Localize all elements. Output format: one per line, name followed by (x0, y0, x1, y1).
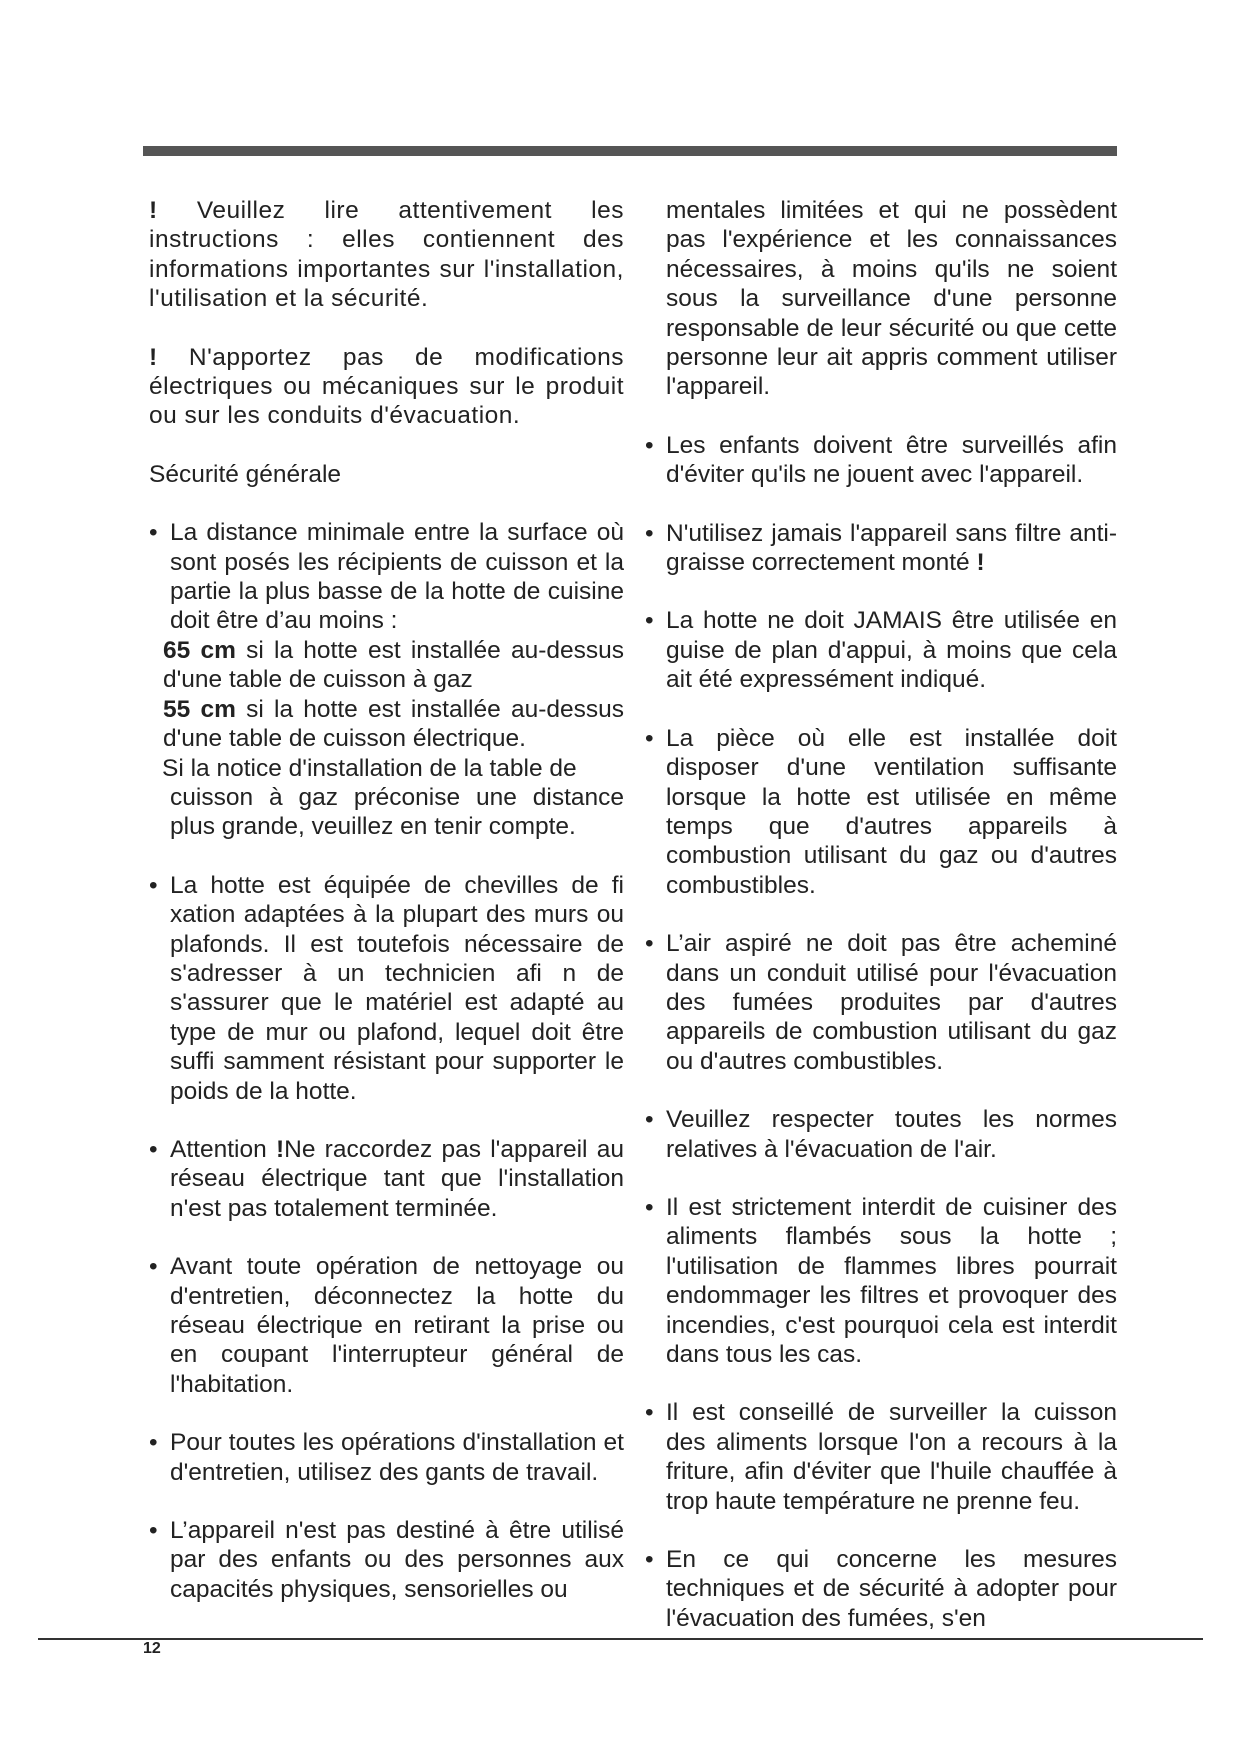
fixings-item: • La hotte est équipée de chevilles de fi xation adaptées à la plupart des murs ou plafonds. Il est toutefois nécessaire de s'adresser à un technicien afi n de s'assurer que le matériel est adapté au type de mur ou plafond, lequel doit être suffi samment résistant pour supporter le poids de la hotte. (149, 871, 624, 1106)
warning-text: Veuillez lire attentivement les instructions : elles contiennent des informations importantes sur l'installation, l'utilisation et la sécurité. (149, 197, 624, 313)
attention-item (149, 1135, 624, 1223)
cleaning-item: • Avant toute opération de nettoyage ou d'entretien, déconnectez la hotte du réseau électrique en retirant la prise ou en coupant l'interrupteur général de l'habitation. (149, 1252, 624, 1399)
distance-note (149, 754, 624, 842)
frying-item: • Il est conseillé de surveiller la cuisson des aliments lorsque l'on a recours à la friture, afin d'éviter que l'huile chauffée à trop haute température ne prenne feu. (645, 1398, 1117, 1516)
warning-text: N'apportez pas de modifications électriques ou mécaniques sur le produit ou sur les conduits d'évacuation. (149, 343, 624, 430)
right-column (645, 196, 1117, 1633)
support-item: • La hotte ne doit JAMAIS être utilisée en guise de plan d'appui, à moins que cela ait été expressément indiqué. (645, 606, 1117, 694)
gloves-item: • Pour toutes les opérations d'installation et d'entretien, utilisez des gants de travail. (149, 1428, 624, 1487)
gas-distance-text: si la hotte est installée au-dessus d'une table de cuisson à gaz (163, 636, 624, 694)
exclamation-icon: ! (275, 1135, 285, 1163)
note-start: Si la notice d'installation de la table de (162, 754, 577, 782)
attention-label: Attention (170, 1135, 267, 1163)
page-number: 12 (143, 1640, 161, 1657)
filter-item (645, 519, 1117, 578)
air-duct-item: • L’air aspiré ne doit pas être acheminé dans un conduit utilisé pour l'évacuation des fumées produites par d'autres appareils de combustion utilisant du gaz ou d'autres combustibles. (645, 929, 1117, 1076)
note-rest: cuisson à gaz préconise une distance plus grande, veuillez en tenir compte. (170, 783, 624, 841)
electric-distance-text: si la hotte est installée au-dessus d'une table de cuisson électrique. (163, 695, 624, 753)
gas-distance (149, 636, 624, 695)
gas-distance-value: 65 cm (163, 636, 236, 664)
electric-distance-value: 55 cm (163, 695, 236, 723)
attention-text: Ne raccordez pas l'appareil au réseau électrique tant que l'installation n'est pas totalement terminée. (170, 1135, 624, 1222)
exclamation-icon: ! (149, 197, 158, 224)
distance-item (149, 518, 624, 841)
children-item: • L’appareil n'est pas destiné à être utilisé par des enfants ou des personnes aux capacités physiques, sensorielles ou (149, 1516, 624, 1604)
electric-distance (149, 695, 624, 754)
footer-rule (38, 1638, 1203, 1640)
measures-item: • En ce qui concerne les mesures techniques et de sécurité à adopter pour l'évacuation des fumées, s'en (645, 1545, 1117, 1633)
warning-read-instructions (149, 196, 624, 314)
distance-intro: • La distance minimale entre la surface où sont posés les récipients de cuisson et la partie la plus basse de la hotte de cuisine doit être d’au moins : (149, 518, 624, 636)
exclamation-icon: ! (976, 549, 985, 577)
exclamation-icon: ! (149, 343, 158, 371)
flambe-item: • Il est strictement interdit de cuisiner des aliments flambés sous la hotte ; l'utilisation de flammes libres pourrait endommager les filtres et provoquer des incendies, c'est pourquoi cela est interdit dans tous les cas. (645, 1193, 1117, 1369)
left-column (149, 196, 624, 1604)
filter-text: N'utilisez jamais l'appareil sans filtre anti-graisse correctement monté (666, 519, 1117, 577)
section-title: Sécurité générale (149, 460, 342, 488)
ventilation-item: • La pièce où elle est installée doit disposer d'une ventilation suffisante lorsque la hotte est utilisée en même temps que d'autres appareils à combustion utilisant du gaz ou d'autres combustibles. (645, 724, 1117, 900)
norms-item: • Veuillez respecter toutes les normes relatives à l'évacuation de l'air. (645, 1105, 1117, 1164)
children-supervised-item: • Les enfants doivent être surveillés afin d'éviter qu'ils ne jouent avec l'appareil. (645, 431, 1117, 490)
header-rule (143, 146, 1117, 156)
warning-no-modifications (149, 343, 624, 431)
children-item-continued: mentales limitées et qui ne possèdent pas l'expérience et les connaissances nécessaires, à moins qu'ils ne soient sous la surveillance d'une personne responsable de leur sécurité ou que cette personne leur ait appris comment utiliser l'appareil. (666, 197, 1117, 401)
